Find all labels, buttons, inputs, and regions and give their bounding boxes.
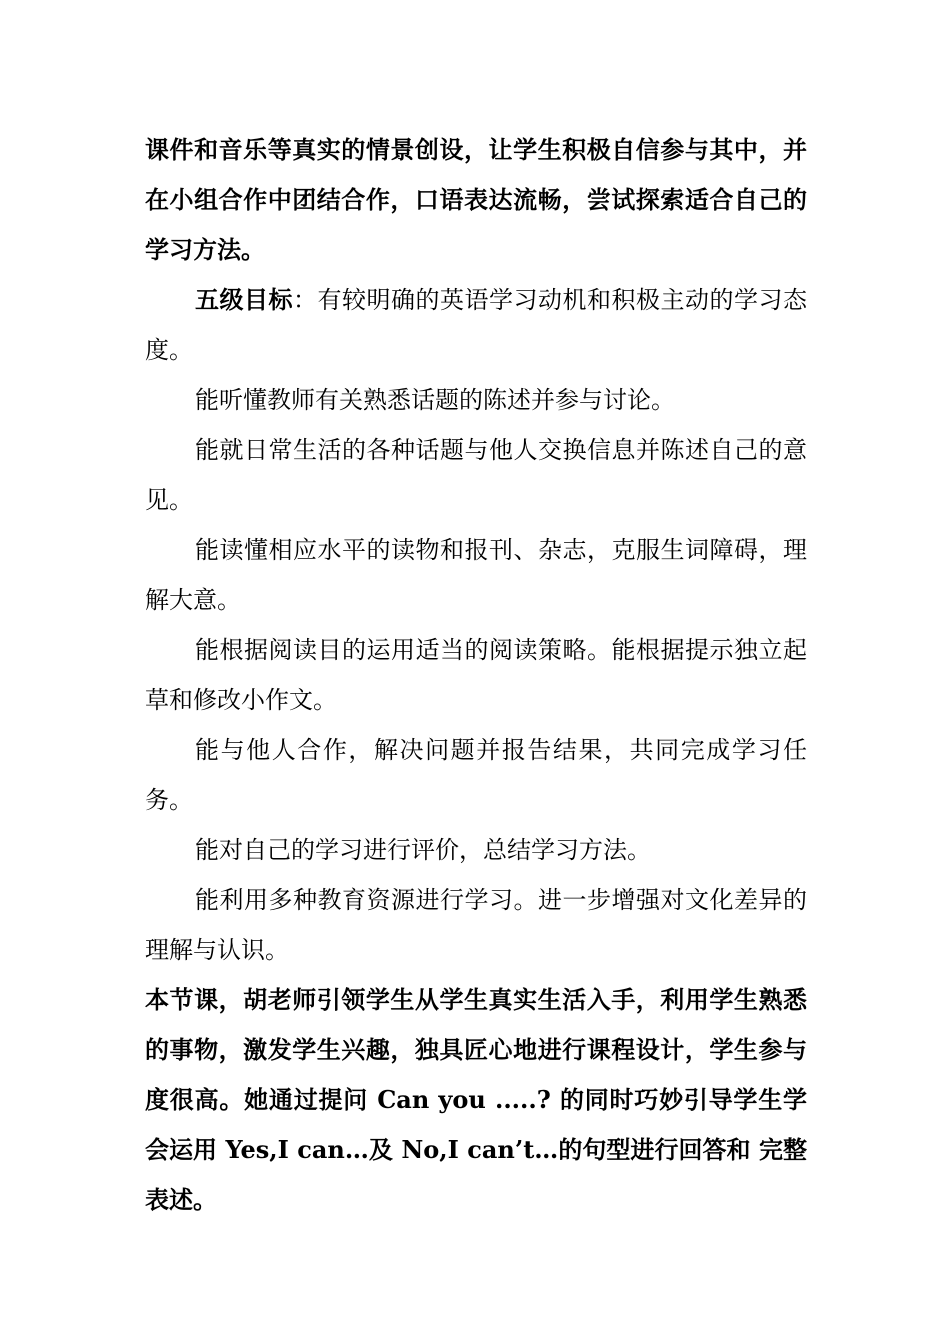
summary-paragraph: 本节课，胡老师引领学生从学生真实生活入手，利用学生熟悉的事物，激发学生兴趣，独具匠心地进行课程设计，学生参与度很高。她通过提问 Can you .....? 的同时巧妙引导学生学会运用 Yes,I can…及 No,I can’t…的句型进行回答和 完整表述。 <box>145 985 807 1214</box>
intro-paragraph: 课件和音乐等真实的情景创设，让学生积极自信参与其中，并在小组合作中团结合作，口语表达流畅，尝试探索适合自己的学习方法。 <box>145 135 807 264</box>
level-five-text: 有较明确的英语学习动机和积极主动的学习态度。 <box>145 286 807 364</box>
document-page <box>145 125 807 1225</box>
goal-item: 能读懂相应水平的读物和报刊、杂志，克服生词障碍，理解大意。 <box>145 536 807 614</box>
goal-item: 能听懂教师有关熟悉话题的陈述并参与讨论。 <box>195 386 675 414</box>
goal-item: 能就日常生活的各种话题与他人交换信息并陈述自己的意见。 <box>145 436 807 514</box>
goal-item: 能利用多种教育资源进行学习。进一步增强对文化差异的理解与认识。 <box>145 886 807 964</box>
goal-item: 能与他人合作，解决问题并报告结果，共同完成学习任务。 <box>145 736 807 814</box>
level-five-paragraph <box>145 275 807 375</box>
goal-item: 能根据阅读目的运用适当的阅读策略。能根据提示独立起草和修改小作文。 <box>145 636 807 714</box>
goal-item: 能对自己的学习进行评价，总结学习方法。 <box>195 836 651 864</box>
level-five-separator: ： <box>293 286 318 314</box>
level-five-label: 五级目标 <box>195 285 293 314</box>
